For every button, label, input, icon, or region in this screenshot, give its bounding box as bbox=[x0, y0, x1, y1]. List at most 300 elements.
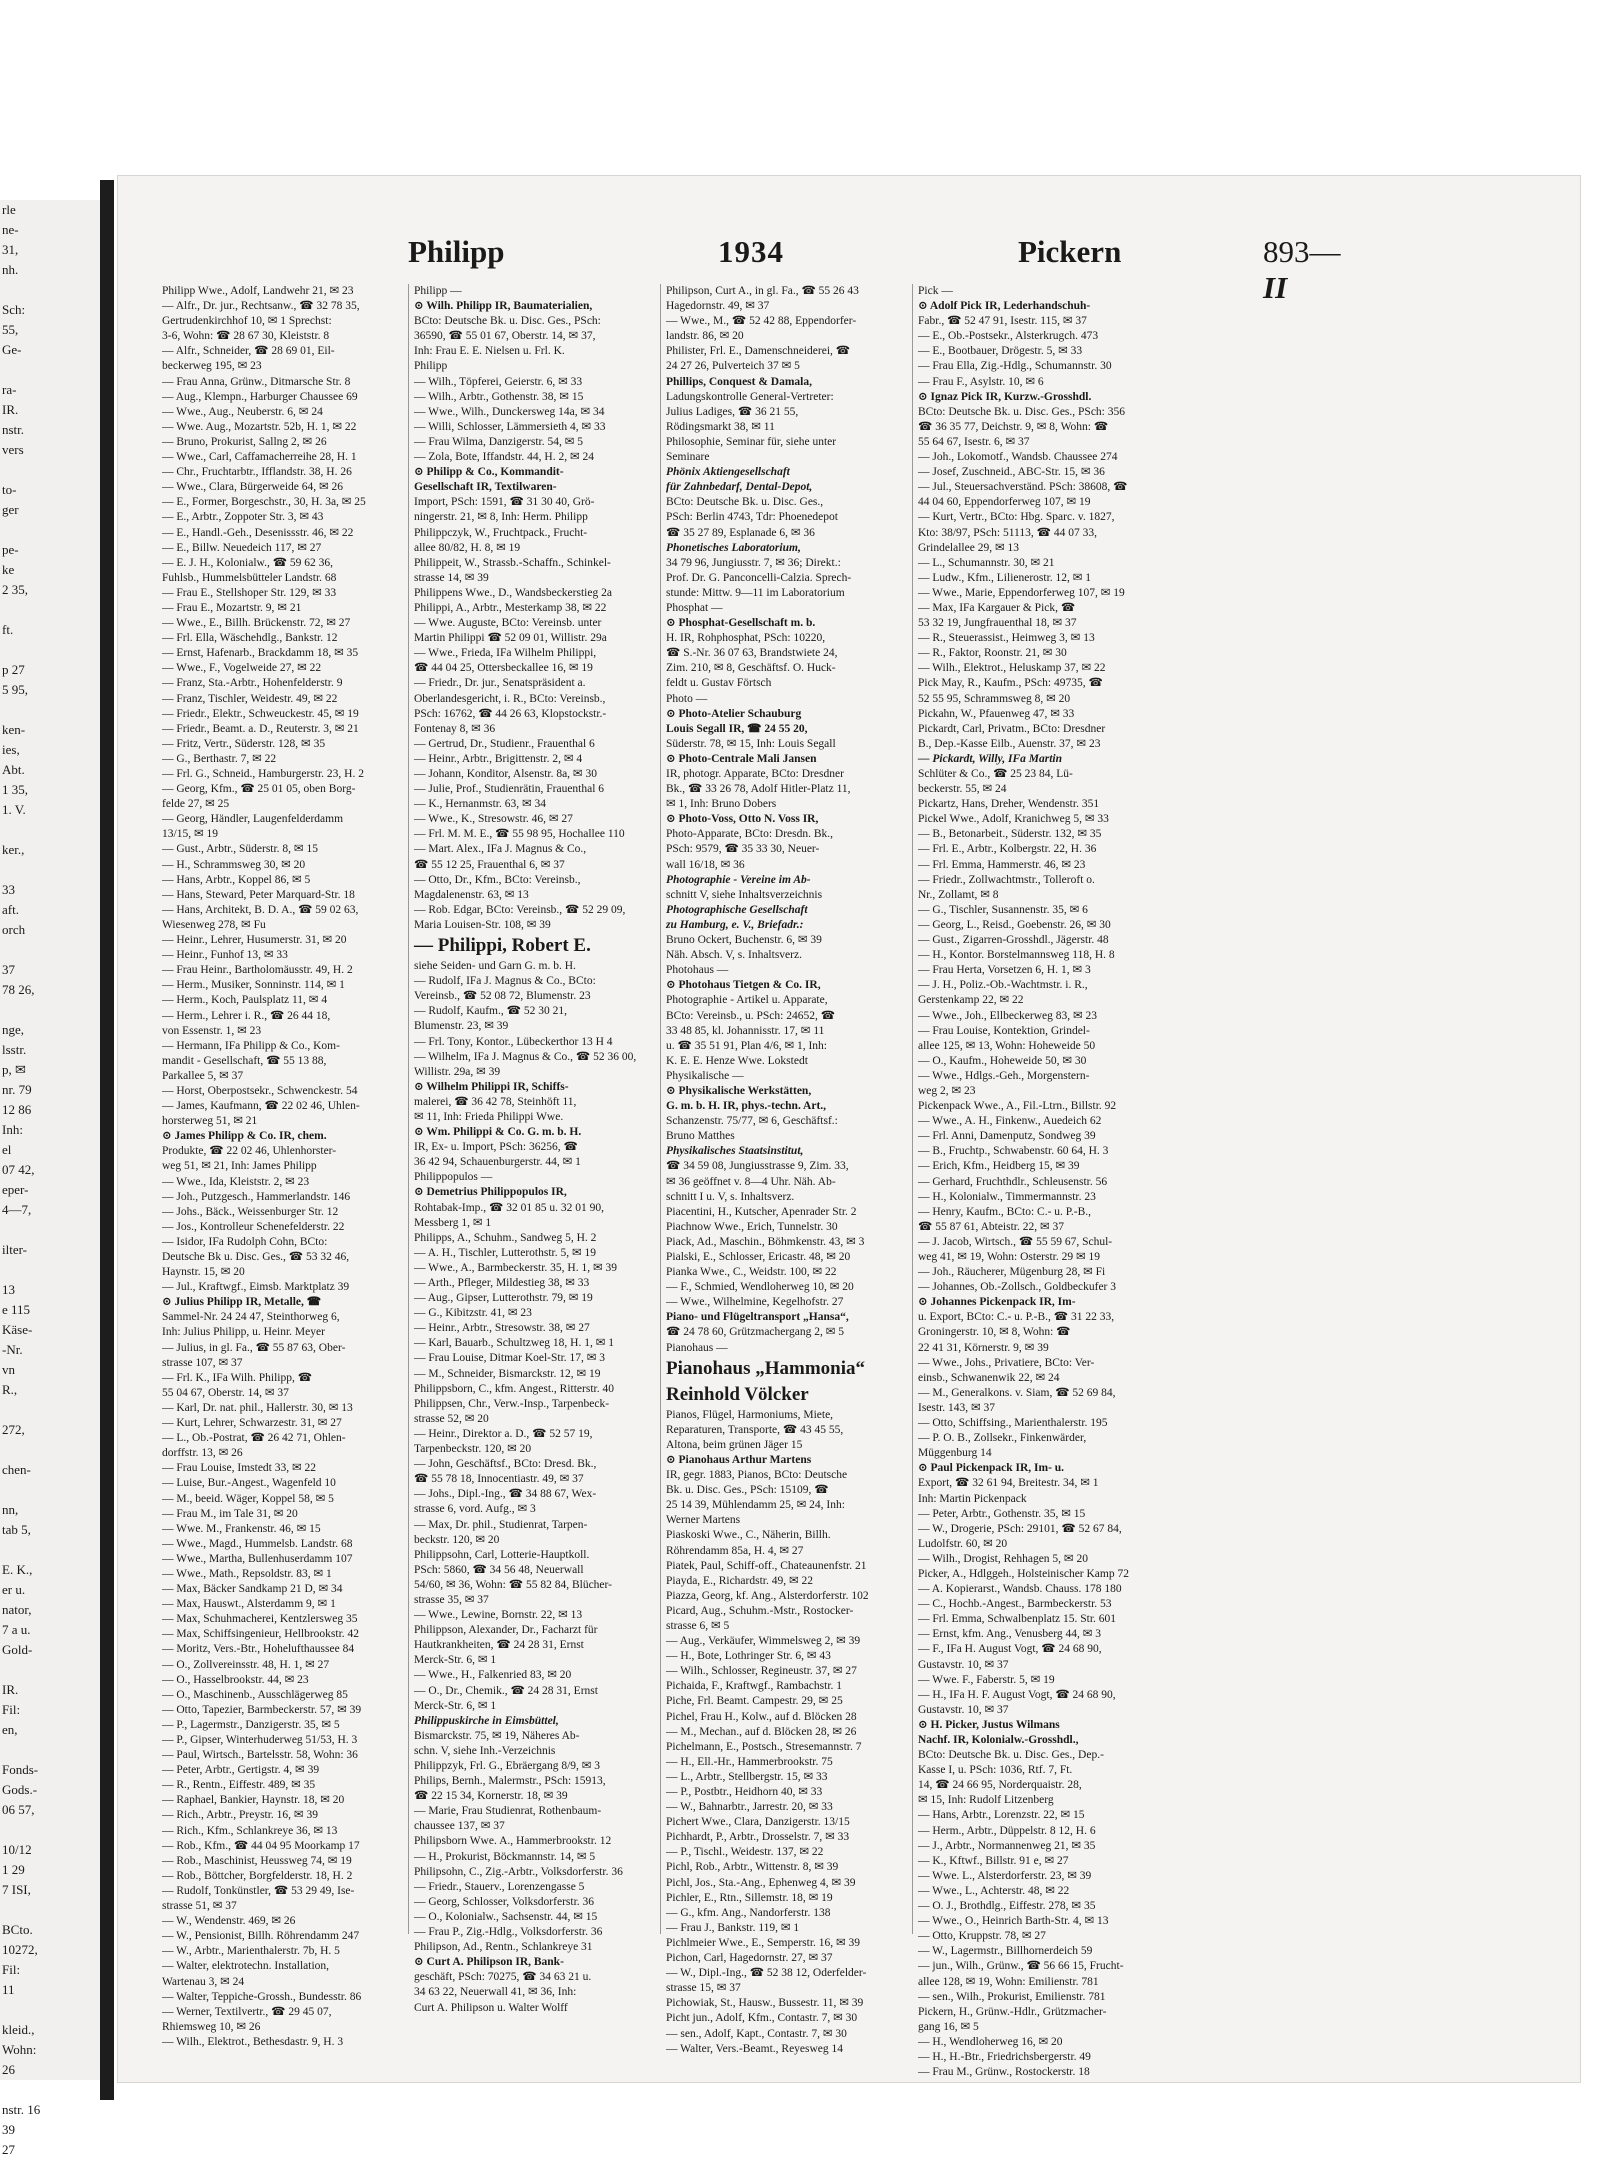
directory-entry-line: — Max, IFa Kargauer & Pick, ☎ bbox=[918, 601, 1076, 614]
directory-entry-line: Philipp bbox=[414, 360, 448, 373]
column-3 bbox=[666, 284, 906, 2055]
directory-entry-line: Schanzenstr. 75/77, ✉ 6, Geschäftsf.: bbox=[666, 1115, 838, 1128]
directory-entry-line: gang 16, ✉ 5 bbox=[918, 2020, 979, 2033]
previous-page-fragment: ke bbox=[2, 562, 15, 577]
directory-entry-line: Merck-Str. 6, ✉ 1 bbox=[414, 1654, 497, 1667]
directory-entry-line: — E., Billw. Neuedeich 117, ✉ 27 bbox=[162, 541, 322, 554]
directory-entry-line: — Walter, elektrotechn. Installation, bbox=[162, 1960, 330, 1973]
directory-entry-line: Pichhardt, P., Arbtr., Drosselstr. 7, ✉ 33 bbox=[666, 1831, 850, 1844]
previous-page-fragment: nr. 79 bbox=[2, 1082, 32, 1097]
directory-entry-line: Philippson, Alexander, Dr., Facharzt für bbox=[414, 1624, 598, 1637]
previous-page-fragment bbox=[0, 1660, 104, 1680]
directory-entry-line: — Willi, Schlosser, Lämmersieth 4, ✉ 33 bbox=[414, 420, 606, 433]
directory-entry-line: ✉ 15, Inh: Rudolf Litzenberg bbox=[918, 1794, 1054, 1807]
previous-page-fragment: vers bbox=[2, 442, 24, 457]
directory-entry-line: Kto: 38/97, PSch: 51113, ☎ 44 07 33, bbox=[918, 526, 1097, 539]
previous-page-fragment: 10272, bbox=[2, 1942, 38, 1957]
directory-entry-line: ☎ 55 87 61, Abteistr. 22, ✉ 37 bbox=[918, 1220, 1064, 1233]
directory-entry-line: Willistr. 29a, ✉ 39 bbox=[414, 1065, 501, 1078]
directory-entry-line: ⊙ Wilh. Philipp IR, Baumaterialien, bbox=[414, 300, 593, 313]
directory-entry-line: strasse 6, ✉ 5 bbox=[666, 1619, 730, 1632]
directory-entry-line: Pianka Wwe., C., Weidstr. 100, ✉ 22 bbox=[666, 1266, 837, 1279]
directory-entry-line: — Hans, Arbtr., Lorenzstr. 22, ✉ 15 bbox=[918, 1809, 1085, 1822]
directory-entry-line: — Frau J., Bankstr. 119, ✉ 1 bbox=[666, 1921, 800, 1934]
previous-page-fragment: lsstr. bbox=[2, 1042, 27, 1057]
directory-entry-line: Maria Louisen-Str. 108, ✉ 39 bbox=[414, 918, 551, 931]
directory-entry-line: Seminare bbox=[666, 451, 710, 464]
directory-entry-line: Pickenpack Wwe., A., Fil.-Ltrn., Billstr. 92 bbox=[918, 1100, 1117, 1113]
directory-entry-line: beckerweg 195, ✉ 23 bbox=[162, 360, 262, 373]
column-1 bbox=[162, 284, 402, 2048]
directory-entry-line: Fuhlsb., Hummelsbütteler Landstr. 68 bbox=[162, 571, 337, 584]
directory-entry-line: — Walter, Vers.-Beamt., Reyesweg 14 bbox=[666, 2042, 844, 2055]
previous-page-fragments bbox=[0, 200, 104, 2157]
directory-entry-line: Photographie - Artikel u. Apparate, bbox=[666, 994, 828, 1007]
directory-entry-line: Pichowiak, St., Hausw., Bussestr. 11, ✉ 39 bbox=[666, 1997, 864, 2010]
previous-page-fragment: chen- bbox=[2, 1462, 31, 1477]
directory-entry-line: — Max, Schuhmacherei, Kentzlersweg 35 bbox=[162, 1613, 358, 1626]
directory-entry-line: Müggenburg 14 bbox=[918, 1447, 992, 1460]
directory-entry-line: — C., Hochb.-Angest., Barmbeckerstr. 53 bbox=[918, 1598, 1112, 1611]
directory-entry-line: Physikalische — bbox=[666, 1069, 744, 1082]
previous-page-fragment: 2 35, bbox=[2, 582, 28, 597]
directory-entry-line: — Wwe., Marie, Eppendorferweg 107, ✉ 19 bbox=[918, 586, 1125, 599]
directory-entry-line: — L., Schumannstr. 30, ✉ 21 bbox=[918, 556, 1055, 569]
directory-entry-line: Piack, Ad., Maschin., Böhmkenstr. 43, ✉ 3 bbox=[666, 1235, 865, 1248]
directory-entry-line: strasse 15, ✉ 37 bbox=[666, 1982, 741, 1995]
previous-page-fragment: pe- bbox=[2, 542, 19, 557]
directory-entry-line: Piayda, E., Richardstr. 49, ✉ 22 bbox=[666, 1574, 813, 1587]
previous-page-fragment: Fonds- bbox=[2, 1762, 39, 1777]
previous-page-fragment: -Nr. bbox=[2, 1342, 23, 1357]
directory-entry-line: — Wwe., A., Barmbeckerstr. 35, H. 1, ✉ 39 bbox=[414, 1261, 617, 1274]
directory-entry-line: allee 80/82, H. 8, ✉ 19 bbox=[414, 541, 521, 554]
directory-entry-line: — Franz, Sta.-Arbtr., Hohenfelderstr. 9 bbox=[162, 677, 343, 690]
previous-page-fragment: Wohn: bbox=[2, 2042, 37, 2057]
directory-entry-line: Philipp — bbox=[414, 285, 462, 297]
directory-entry-line: — Paul, Wirtsch., Bartelsstr. 58, Wohn: 36 bbox=[162, 1749, 358, 1762]
directory-entry-line: — Georg, Kfm., ☎ 25 01 05, oben Borg- bbox=[162, 783, 356, 796]
directory-entry-line: Bk. u. Disc. Ges., PSch: 15109, ☎ bbox=[666, 1484, 829, 1497]
previous-page-fragment: R., bbox=[2, 1382, 18, 1397]
directory-entry-line: Philips, Bernh., Malermstr., PSch: 15913, bbox=[414, 1775, 606, 1788]
directory-entry-line: Gertrudenkirchhof 10, ✉ 1 Sprechst: bbox=[162, 315, 332, 328]
directory-entry-line: — Jul., Steuersachverständ. PSch: 38608, ☎ bbox=[918, 481, 1128, 494]
directory-entry-line: Bruno Matthes bbox=[666, 1130, 735, 1143]
directory-entry-line: — Wwe., F., Vogelweide 27, ✉ 22 bbox=[162, 662, 322, 675]
directory-entry-line: — Gust., Arbtr., Süderstr. 8, ✉ 15 bbox=[162, 843, 318, 856]
directory-entry-line: — sen., Adolf, Kapt., Contastr. 7, ✉ 30 bbox=[666, 2027, 847, 2040]
directory-entry-line: — Frl. G., Schneid., Hamburgerstr. 23, H. 2 bbox=[162, 768, 364, 780]
directory-entry-line: Deutsche Bk u. Disc. Ges., ☎ 53 32 46, bbox=[162, 1251, 350, 1263]
directory-entry-line: ⊙ Curt A. Philipson IR, Bank- bbox=[414, 1956, 564, 1969]
directory-entry-line: ⊙ Physikalische Werkstätten, bbox=[666, 1084, 812, 1097]
directory-entry-line: ⊙ Photo-Atelier Schauburg bbox=[666, 707, 802, 720]
directory-entry-line: Pianohaus „Hammonia“ bbox=[666, 1357, 866, 1379]
previous-page-fragment: Ge- bbox=[2, 342, 22, 357]
directory-entry-line: PSch: Berlin 4743, Tdr: Phoenedepot bbox=[666, 511, 838, 524]
directory-entry-line: Phonetisches Laboratorium, bbox=[666, 541, 801, 554]
directory-entry-line: — Aug., Klempn., Harburger Chaussee 69 bbox=[162, 390, 358, 403]
previous-page-fragment: BCto. bbox=[2, 1922, 33, 1937]
directory-entry-line: PSch: 9579, ☎ 35 33 30, Neuer- bbox=[666, 843, 820, 856]
directory-entry-line: ✉ 36 geöffnet v. 8—4 Uhr. Näh. Ab- bbox=[666, 1175, 836, 1188]
directory-entry-line: Philippopulos — bbox=[414, 1171, 493, 1184]
directory-entry-line: Pichel, Frau H., Kolw., auf d. Blöcken 28 bbox=[666, 1710, 857, 1723]
directory-entry-line: — W., Dipl.-Ing., ☎ 52 38 12, Oderfelder- bbox=[666, 1967, 867, 1980]
directory-entry-line: Näh. Absch. V, s. Inhaltsverz. bbox=[666, 949, 802, 962]
directory-entry-line: 22 41 31, Körnerstr. 9, ✉ 39 bbox=[918, 1341, 1049, 1354]
directory-entry-line: wall 16/18, ✉ 36 bbox=[666, 858, 745, 871]
directory-entry-line: dorffstr. 13, ✉ 26 bbox=[162, 1447, 243, 1460]
directory-entry-line: ☎ 36 35 77, Deichstr. 9, ✉ 8, Wohn: ☎ bbox=[918, 420, 1109, 433]
directory-entry-line: — Philippi, Robert E. bbox=[414, 935, 591, 957]
directory-entry-line: — Zola, Bote, Iffandstr. 44, H. 2, ✉ 24 bbox=[414, 451, 594, 464]
header-left-word: Philipp bbox=[408, 234, 505, 269]
directory-entry-line: — Frl. K., IFa Wilh. Philipp, ☎ bbox=[162, 1371, 313, 1384]
directory-entry-line: Philippsborn, C., kfm. Angest., Ritterstr. 40 bbox=[414, 1382, 614, 1395]
directory-entry-line: — Frau Herta, Vorsetzen 6, H. 1, ✉ 3 bbox=[918, 964, 1091, 977]
directory-entry-line: ⊙ Paul Pickenpack IR, Im- u. bbox=[918, 1462, 1065, 1475]
directory-entry-line: — R., Rentn., Eiffestr. 489, ✉ 35 bbox=[162, 1779, 316, 1792]
directory-entry-line: — Herm., Musiker, Sonninstr. 114, ✉ 1 bbox=[162, 979, 345, 992]
directory-entry-line: Photo — bbox=[666, 692, 708, 705]
directory-entry-line: — E., Bootbauer, Drögestr. 5, ✉ 33 bbox=[918, 345, 1083, 358]
directory-entry-line: Sammel-Nr. 24 24 47, Steinthorweg 6, bbox=[162, 1311, 340, 1324]
previous-page-fragment: rle bbox=[2, 202, 16, 217]
previous-page-fragment bbox=[0, 1440, 104, 1460]
previous-page-fragment: p, ✉ bbox=[2, 1062, 26, 1077]
previous-page-fragment: nstr. 16 bbox=[2, 2102, 41, 2117]
directory-entry-line: — Georg, Händler, Laugenfelderdamm bbox=[162, 813, 344, 826]
directory-entry-line: Photohaus — bbox=[666, 964, 729, 977]
directory-entry-line: strasse 14, ✉ 39 bbox=[414, 571, 489, 584]
directory-entry-line: — Jos., Kontrolleur Schenefelderstr. 22 bbox=[162, 1220, 345, 1233]
directory-entry-line: Export, ☎ 32 61 94, Breitestr. 34, ✉ 1 bbox=[918, 1477, 1099, 1490]
directory-entry-line: allee 128, ✉ 19, Wohn: Emilienstr. 781 bbox=[918, 1975, 1099, 1988]
directory-entry-line: Philosophie, Seminar für, siehe unter bbox=[666, 435, 837, 448]
directory-entry-line: — Wilh., Elektrot., Heluskamp 37, ✉ 22 bbox=[918, 662, 1106, 675]
directory-entry-line: — J., Arbtr., Normannenweg 21, ✉ 35 bbox=[918, 1839, 1096, 1852]
directory-entry-line: 3-6, Wohn: ☎ 28 67 30, Kleiststr. 8 bbox=[162, 330, 330, 343]
previous-page-fragment bbox=[0, 1900, 104, 1920]
directory-entry-line: — Wwe., Magd., Hummelsb. Landstr. 68 bbox=[162, 1537, 353, 1550]
header-page-number: 893—II bbox=[1263, 234, 1341, 305]
directory-entry-line: — Rob., Kfm., ☎ 44 04 95 Moorkamp 17 bbox=[162, 1839, 360, 1852]
directory-entry-line: — Karl, Bauarb., Schultzweg 18, H. 1, ✉ 1 bbox=[414, 1337, 614, 1350]
directory-entry-line: Hautkrankheiten, ☎ 24 28 31, Ernst bbox=[414, 1639, 584, 1652]
directory-entry-line: PSch: 5860, ☎ 34 56 48, Neuerwall bbox=[414, 1563, 584, 1576]
directory-entry-line: — F., Schmied, Wendloherweg 10, ✉ 20 bbox=[666, 1281, 854, 1294]
previous-page-fragment: 10/12 bbox=[2, 1842, 32, 1857]
directory-entry-line: — Otto, Dr., Kfm., BCto: Vereinsb., bbox=[414, 873, 581, 886]
directory-entry-line: malerei, ☎ 36 42 78, Steinhöft 11, bbox=[414, 1095, 577, 1108]
directory-entry-line: BCto: Deutsche Bk. u. Disc. Ges., bbox=[666, 496, 824, 509]
previous-page-fragment: ies, bbox=[2, 742, 20, 757]
previous-page-fragment: 33 bbox=[2, 882, 15, 897]
directory-entry-line: Phosphat — bbox=[666, 601, 723, 614]
previous-page-fragment: 1. V. bbox=[2, 802, 26, 817]
directory-entry-line: — Walter, Teppiche-Grossh., Bundesstr. 86 bbox=[162, 1990, 362, 2003]
previous-page-fragment bbox=[0, 820, 104, 840]
previous-page-fragment: to- bbox=[2, 482, 17, 497]
previous-page-fragment: 12 86 bbox=[2, 1102, 32, 1117]
directory-entry-line: — O., Hasselbrookstr. 44, ✉ 23 bbox=[162, 1673, 309, 1686]
directory-entry-line: — Alfr., Schneider, ☎ 28 69 01, Eil- bbox=[162, 345, 335, 358]
directory-entry-line: 24 27 26, Pulverteich 37 ✉ 5 bbox=[666, 360, 800, 373]
directory-entry-line: — E. J. H., Kolonialw., ☎ 59 62 36, bbox=[162, 556, 334, 569]
directory-entry-line: IR, photogr. Apparate, BCto: Dresdner bbox=[666, 768, 844, 780]
directory-entry-line: Pichl, Jos., Sta.-Ang., Ephenweg 4, ✉ 39 bbox=[666, 1876, 856, 1889]
directory-entry-line: Pichon, Carl, Hagedornstr. 27, ✉ 37 bbox=[666, 1952, 833, 1965]
directory-entry-line: 36 42 94, Schauenburgerstr. 44, ✉ 1 bbox=[414, 1156, 581, 1169]
directory-entry-line: — Frl. Ella, Wäschehdlg., Bankstr. 12 bbox=[162, 632, 338, 645]
directory-entry-line: Blumenstr. 23, ✉ 39 bbox=[414, 1020, 509, 1033]
directory-entry-line: — Otto, Schiffsing., Marienthalerstr. 195 bbox=[918, 1417, 1108, 1430]
directory-entry-line: — W., Wendenstr. 469, ✉ 26 bbox=[162, 1915, 296, 1928]
directory-entry-line: Piacentini, H., Kutscher, Apenrader Str. 2 bbox=[666, 1205, 857, 1218]
directory-entry-line: — Wwe., Frieda, IFa Wilhelm Philippi, bbox=[414, 647, 597, 660]
directory-entry-line: Philippzyk, Frl. G., Ebräergang 8/9, ✉ 3 bbox=[414, 1760, 601, 1772]
directory-entry-line: — Joh., Lokomotf., Wandsb. Chaussee 274 bbox=[918, 451, 1118, 464]
previous-page-fragment: 07 42, bbox=[2, 1162, 35, 1177]
directory-entry-line: Zim. 210, ✉ 8, Geschäftsf. O. Huck- bbox=[666, 662, 836, 675]
directory-entry-line: strasse 51, ✉ 37 bbox=[162, 1900, 237, 1913]
directory-entry-line: — Josef, Zuschneid., ABC-Str. 15, ✉ 36 bbox=[918, 466, 1105, 479]
directory-entry-line: — W., Arbtr., Marienthalerstr. 7b, H. 5 bbox=[162, 1945, 340, 1958]
directory-entry-line: — Max, Dr. phil., Studienrat, Tarpen- bbox=[414, 1518, 588, 1531]
directory-entry-line: — Johs., Bäck., Weissenburger Str. 12 bbox=[162, 1205, 339, 1218]
directory-entry-line: für Zahnbedarf, Dental-Depot, bbox=[666, 481, 813, 494]
directory-entry-line: beckerstr. 55, ✉ 24 bbox=[918, 783, 1007, 796]
directory-entry-line: horsterweg 51, ✉ 21 bbox=[162, 1115, 258, 1128]
directory-entry-line: — Frau Louise, Kontektion, Grindel- bbox=[918, 1024, 1090, 1037]
directory-entry-line: Phönix Aktiengesellschaft bbox=[666, 466, 790, 479]
directory-entry-line: ⊙ Pianohaus Arthur Martens bbox=[666, 1453, 812, 1466]
directory-entry-line: Philippeit, W., Strassb.-Schaffn., Schinkel- bbox=[414, 556, 611, 569]
directory-entry-line: — Rudolf, Kaufm., ☎ 52 30 21, bbox=[414, 1005, 567, 1018]
directory-entry-line: — Frl. Emma, Schwalbenplatz 15. Str. 601 bbox=[918, 1613, 1117, 1626]
directory-entry-line: stunde: Mittw. 9—11 im Laboratorium bbox=[666, 586, 845, 599]
directory-page bbox=[118, 176, 1580, 2082]
directory-entry-line: — Arth., Pfleger, Mildestieg 38, ✉ 33 bbox=[414, 1277, 590, 1289]
directory-entry-line: mandit - Gesellschaft, ☎ 55 13 88, bbox=[162, 1054, 327, 1067]
previous-page-fragment: aft. bbox=[2, 902, 19, 917]
directory-entry-line: — R., Faktor, Roonstr. 21, ✉ 30 bbox=[918, 647, 1067, 660]
directory-entry-line: — O., Dr., Chemik., ☎ 24 28 31, Ernst bbox=[414, 1684, 598, 1697]
directory-entry-line: — Wilh., Arbtr., Gothenstr. 38, ✉ 15 bbox=[414, 390, 584, 403]
directory-entry-line: Louis Segall IR, ☎ 24 55 20, bbox=[666, 722, 808, 735]
directory-entry-line: weg 41, ✉ 19, Wohn: Osterstr. 29 ✉ 19 bbox=[918, 1251, 1101, 1263]
directory-entry-line: — R., Steuerassist., Heimweg 3, ✉ 13 bbox=[918, 632, 1095, 645]
previous-page-fragment bbox=[0, 640, 104, 660]
directory-entry-line: — Wwe., K., Stresowstr. 46, ✉ 27 bbox=[414, 813, 573, 826]
directory-entry-line: Merck-Str. 6, ✉ 1 bbox=[414, 1699, 497, 1712]
directory-entry-line: Gerstenkamp 22, ✉ 22 bbox=[918, 994, 1024, 1007]
previous-page-fragment: 7 a u. bbox=[2, 1622, 31, 1637]
directory-entry-line: — Peter, Arbtr., Gertigstr. 4, ✉ 39 bbox=[162, 1764, 320, 1777]
directory-entry-line: — Wwe., Hdlgs.-Geh., Morgenstern- bbox=[918, 1069, 1090, 1082]
directory-entry-line: — Wwe., Aug., Neuberstr. 6, ✉ 24 bbox=[162, 405, 323, 418]
directory-entry-line: weg 2, ✉ 23 bbox=[918, 1084, 976, 1097]
previous-page-fragment: 5 95, bbox=[2, 682, 28, 697]
directory-entry-line: Oberlandesgericht, i. R., BCto: Vereinsb., bbox=[414, 692, 606, 705]
directory-entry-line: Picht jun., Adolf, Kfm., Contastr. 7, ✉ 30 bbox=[666, 2012, 858, 2025]
directory-entry-line: — Georg, Schlosser, Volksdorferstr. 36 bbox=[414, 1895, 595, 1908]
directory-entry-line: Reinhold Völcker bbox=[666, 1383, 809, 1405]
directory-entry-line: — F., IFa H. August Vogt, ☎ 24 68 90, bbox=[918, 1643, 1102, 1656]
directory-entry-line: ✉ 11, Inh: Frieda Philippi Wwe. bbox=[414, 1110, 564, 1123]
previous-page-fragment: nn, bbox=[2, 1502, 19, 1517]
directory-entry-line: Piatek, Paul, Schiff-off., Chateaunenfstr. 21 bbox=[666, 1559, 867, 1572]
directory-entry-line: Haynstr. 15, ✉ 20 bbox=[162, 1266, 245, 1279]
directory-entry-line: — Julius, in gl. Fa., ☎ 55 87 63, Ober- bbox=[162, 1341, 346, 1354]
directory-entry-line: Nr., Zollamt, ✉ 8 bbox=[918, 888, 999, 901]
directory-entry-line: chaussee 137, ✉ 37 bbox=[414, 1820, 505, 1833]
directory-entry-line: — G., kfm. Ang., Nandorferstr. 138 bbox=[666, 1906, 831, 1919]
directory-entry-line: siehe Seiden- und Garn G. m. b. H. bbox=[414, 960, 576, 973]
previous-page-fragment bbox=[0, 860, 104, 880]
directory-entry-line: — Frl. Anni, Damenputz, Sondweg 39 bbox=[918, 1130, 1096, 1143]
directory-entry-line: Pickahn, W., Pfauenweg 47, ✉ 33 bbox=[918, 707, 1075, 720]
directory-entry-line: — E., Arbtr., Zoppoter Str. 3, ✉ 43 bbox=[162, 511, 324, 524]
directory-entry-line: PSch: 16762, ☎ 44 26 63, Klopstockstr.- bbox=[414, 707, 607, 720]
directory-entry-line: IR, Ex- u. Import, PSch: 36256, ☎ bbox=[414, 1141, 578, 1154]
directory-entry-line: Produkte, ☎ 22 02 46, Uhlenhorster- bbox=[162, 1145, 337, 1158]
directory-entry-line: — Hans, Steward, Peter Marquard-Str. 18 bbox=[162, 888, 355, 901]
directory-entry-line: — Kurt, Vertr., BCto: Hbg. Sparc. v. 1827, bbox=[918, 511, 1115, 524]
directory-entry-line: — Frau Ella, Zig.-Hdlg., Schumannstr. 30 bbox=[918, 360, 1112, 373]
directory-entry-line: 13/15, ✉ 19 bbox=[162, 828, 218, 841]
previous-page-fragment bbox=[0, 1740, 104, 1760]
directory-entry-line: ☎ 34 59 08, Jungiusstrasse 9, Zim. 33, bbox=[666, 1160, 849, 1173]
previous-page-fragment: IR. bbox=[2, 402, 19, 417]
directory-entry-line: Bk., ☎ 33 26 78, Adolf Hitler-Platz 11, bbox=[666, 783, 851, 796]
previous-page-fragment: 11 bbox=[2, 1982, 15, 1997]
directory-entry-line: ✉ 1, Inh: Bruno Dobers bbox=[666, 798, 777, 811]
directory-entry-line: — Wwe., Martha, Bullenhuserdamm 107 bbox=[162, 1552, 353, 1565]
directory-entry-line: — Aug., Gipser, Lutterothstr. 79, ✉ 19 bbox=[414, 1292, 593, 1305]
directory-entry-line: — Wilh., Schlosser, Regineustr. 37, ✉ 27 bbox=[666, 1665, 857, 1678]
directory-entry-line: — Wwe., Wilh., Dunckersweg 14a, ✉ 34 bbox=[414, 405, 605, 418]
directory-entry-line: ⊙ Johannes Pickenpack IR, Im- bbox=[918, 1296, 1076, 1309]
directory-entry-line: Pichaida, F., Kraftwgf., Rambachstr. 1 bbox=[666, 1680, 843, 1693]
previous-page-fragment bbox=[0, 940, 104, 960]
directory-entry-line: Piazza, Georg, kf. Ang., Alsterdorferstr. 102 bbox=[666, 1589, 869, 1602]
directory-entry-line: Piachnow Wwe., Erich, Tunnelstr. 30 bbox=[666, 1220, 838, 1233]
directory-entry-line: — Otto, Kruppstr. 78, ✉ 27 bbox=[918, 1930, 1046, 1943]
previous-page-fragment: IR. bbox=[2, 1682, 19, 1697]
previous-page-fragment: Sch: bbox=[2, 302, 26, 317]
directory-entry-line: — Marie, Frau Studienrat, Rothenbaum- bbox=[414, 1805, 602, 1818]
directory-entry-line: Magdalenenstr. 63, ✉ 13 bbox=[414, 888, 529, 901]
directory-entry-line: — M., Mechan., auf d. Blöcken 28, ✉ 26 bbox=[666, 1725, 857, 1738]
directory-entry-line: ⊙ Ignaz Pick IR, Kurzw.-Grosshdl. bbox=[918, 390, 1092, 403]
previous-page-fragment: ft. bbox=[2, 622, 14, 637]
directory-entry-line: — P., Tischl., Weidestr. 137, ✉ 22 bbox=[666, 1846, 824, 1859]
previous-page-fragment: el bbox=[2, 1142, 12, 1157]
previous-page-fragment: 78 26, bbox=[2, 982, 35, 997]
directory-entry-line: — A. H., Tischler, Lutterothstr. 5, ✉ 19 bbox=[414, 1246, 597, 1259]
directory-entry-line: Piaskoski Wwe., C., Näherin, Billh. bbox=[666, 1529, 831, 1542]
directory-entry-line: Piano- und Flügeltransport „Hansa“, bbox=[666, 1311, 849, 1324]
directory-entry-line: — B., Fruchtp., Schwabenstr. 60 64, H. 3 bbox=[918, 1145, 1109, 1158]
directory-entry-line: — H., Prokurist, Böckmannstr. 14, ✉ 5 bbox=[414, 1850, 596, 1863]
directory-entry-line: — Frau F., Asylstr. 10, ✉ 6 bbox=[918, 375, 1044, 388]
directory-entry-line: — Julie, Prof., Studienrätin, Frauenthal 6 bbox=[414, 783, 605, 796]
directory-entry-line: — Frau E., Stellshoper Str. 129, ✉ 33 bbox=[162, 586, 337, 599]
directory-entry-line: u. ☎ 35 51 91, Plan 4/6, ✉ 1, Inh: bbox=[666, 1039, 827, 1052]
directory-entry-line: Isestr. 143, ✉ 37 bbox=[918, 1401, 996, 1414]
directory-entry-line: — Max, Hauswt., Alsterdamm 9, ✉ 1 bbox=[162, 1598, 336, 1611]
directory-entry-line: — H., Kolonialw., Timmermannstr. 23 bbox=[918, 1190, 1096, 1203]
directory-entry-line: — Max, Schiffsingenieur, Hellbrookstr. 42 bbox=[162, 1628, 360, 1641]
directory-entry-line: — Alfr., Dr. jur., Rechtsanw., ☎ 32 78 35, bbox=[162, 300, 360, 313]
previous-page-fragment: en, bbox=[2, 1722, 18, 1737]
previous-page-fragment: orch bbox=[2, 922, 26, 937]
directory-entry-line: K. E. E. Henze Wwe. Lokstedt bbox=[666, 1054, 808, 1067]
directory-entry-line: Physikalisches Staatsinstitut, bbox=[666, 1145, 804, 1158]
directory-entry-line: von Essenstr. 1, ✉ 23 bbox=[162, 1024, 262, 1037]
directory-entry-line: — H., Ell.-Hr., Hammerbrookstr. 75 bbox=[666, 1755, 833, 1768]
directory-entry-line: — G., Tischler, Susannenstr. 35, ✉ 6 bbox=[918, 903, 1088, 916]
directory-entry-line: — P., Postbtr., Heidhorn 40, ✉ 33 bbox=[666, 1786, 823, 1798]
previous-page-fragment bbox=[0, 1540, 104, 1560]
directory-entry-line: Wiesenweg 278, ✉ Fu bbox=[162, 918, 266, 931]
previous-page-fragment: ker., bbox=[2, 842, 25, 857]
previous-page-fragment: e 115 bbox=[2, 1302, 31, 1317]
previous-page-fragment: nator, bbox=[2, 1602, 32, 1617]
directory-entry-line: Nachf. IR, Kolonialw.-Grosshdl., bbox=[918, 1734, 1079, 1746]
directory-entry-line: 14, ☎ 24 66 95, Norderquaistr. 28, bbox=[918, 1779, 1082, 1792]
directory-entry-line: — Wwe. L., Alsterdorferstr. 23, ✉ 39 bbox=[918, 1869, 1092, 1882]
directory-entry-line: — P., Gipser, Winterhuderweg 51/53, H. 3 bbox=[162, 1734, 358, 1746]
directory-entry-line: — Heinr., Lehrer, Husumerstr. 31, ✉ 20 bbox=[162, 934, 347, 947]
directory-entry-line: ☎ S.-Nr. 36 07 63, Brandstwiete 24, bbox=[666, 647, 838, 660]
previous-page-fragment: 06 57, bbox=[2, 1802, 35, 1817]
directory-entry-line: — Horst, Oberpostsekr., Schwenckestr. 54 bbox=[162, 1084, 358, 1097]
directory-entry-line: ☎ 55 12 25, Frauenthal 6, ✉ 37 bbox=[414, 858, 565, 871]
directory-entry-line: — Frl. Tony, Kontor., Lübeckerthor 13 H 4 bbox=[414, 1035, 613, 1048]
directory-entry-line: ⊙ Photo-Voss, Otto N. Voss IR, bbox=[666, 813, 819, 826]
directory-entry-line: — Mart. Alex., IFa J. Magnus & Co., bbox=[414, 843, 587, 856]
directory-entry-line: Pick May, R., Kaufm., PSch: 49735, ☎ bbox=[918, 677, 1103, 690]
directory-entry-line: einsb., Schwanenwik 22, ✉ 24 bbox=[918, 1371, 1060, 1384]
directory-entry-line: 55 64 67, Isestr. 6, ✉ 37 bbox=[918, 435, 1030, 448]
directory-entry-line: Pickartz, Hans, Dreher, Wendenstr. 351 bbox=[918, 798, 1100, 811]
directory-entry-line: — Aug., Verkäufer, Wimmelsweg 2, ✉ 39 bbox=[666, 1635, 861, 1648]
directory-entry-line: — Georg, L., Reisd., Goebenstr. 26, ✉ 30 bbox=[918, 918, 1111, 931]
directory-entry-line: — M., beeid. Wäger, Koppel 58, ✉ 5 bbox=[162, 1492, 334, 1505]
directory-entry-line: Bruno Ockert, Buchenstr. 6, ✉ 39 bbox=[666, 934, 822, 947]
directory-entry-line: — Rudolf, IFa J. Magnus & Co., BCto: bbox=[414, 975, 596, 988]
directory-entry-line: — Wwe., Ida, Kleiststr. 2, ✉ 23 bbox=[162, 1175, 310, 1188]
directory-entry-line: — Frau M., Grünw., Rostockerstr. 18 bbox=[918, 2066, 1090, 2079]
directory-entry-line: Groningerstr. 10, ✉ 8, Wohn: ☎ bbox=[918, 1326, 1071, 1339]
directory-entry-line: — Ernst, Hafenarb., Brackdamm 18, ✉ 35 bbox=[162, 647, 359, 660]
directory-entry-line: BCto: Deutsche Bk. u. Disc. Ges., PSch: bbox=[414, 315, 601, 328]
directory-entry-line: 33 48 85, kl. Johannisstr. 17, ✉ 11 bbox=[666, 1024, 825, 1037]
directory-entry-line: — Max, Bäcker Sandkamp 21 D, ✉ 34 bbox=[162, 1583, 343, 1596]
directory-entry-line: — Kurt, Lehrer, Schwarzestr. 31, ✉ 27 bbox=[162, 1417, 342, 1430]
directory-entry-line: — Gertrud, Dr., Studienr., Frauenthal 6 bbox=[414, 737, 595, 750]
directory-entry-line: — Wwe., E., Billh. Brückenstr. 72, ✉ 27 bbox=[162, 617, 351, 630]
directory-entry-line: — J. Jacob, Wirtsch., ☎ 55 59 67, Schul- bbox=[918, 1235, 1113, 1248]
directory-entry-line: Röhrendamm 85a, H. 4, ✉ 27 bbox=[666, 1544, 804, 1557]
directory-entry-line: — Otto, Tapezier, Barmbeckerstr. 57, ✉ 39 bbox=[162, 1703, 362, 1716]
directory-entry-line: Picker, A., Hdlggeh., Holsteinischer Kamp 72 bbox=[918, 1567, 1129, 1580]
previous-page-fragment bbox=[0, 1480, 104, 1500]
